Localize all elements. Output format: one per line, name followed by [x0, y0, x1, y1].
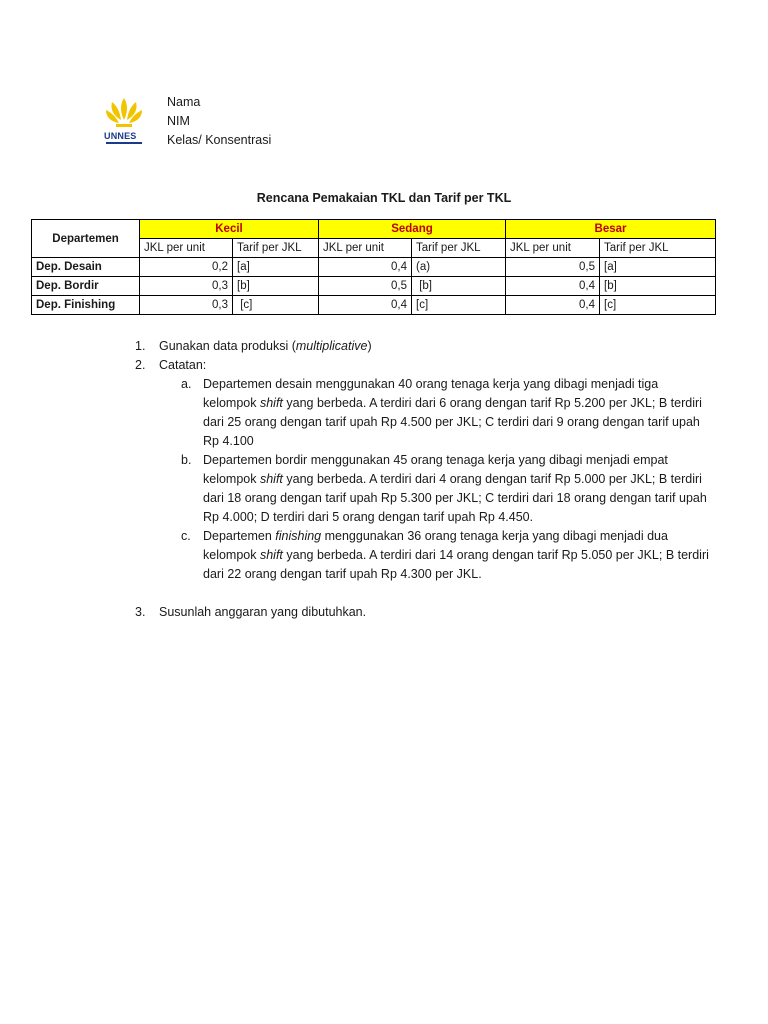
item-emphasis: shift: [259, 548, 283, 562]
item-text: menggunakan 36 orang tenaga kerja yang dibagi menjadi dua kelompok: [203, 529, 668, 562]
cell: [c]: [233, 296, 319, 315]
item-emphasis: shift: [259, 472, 283, 486]
sub-list-item: [135, 375, 715, 451]
table-header-row: [32, 220, 716, 239]
group-header-besar: Besar: [506, 220, 716, 239]
item-text: Departemen: [203, 529, 276, 543]
cell: 0,4: [319, 296, 412, 315]
sub-header: JKL per unit: [319, 239, 412, 258]
item-text: yang berbeda. A terdiri dari 14 orang dengan tarif Rp 5.050 per JKL; B terdiri dari 22 orang dengan tarif upah Rp 4.300 per JKL.: [203, 548, 709, 581]
sub-header: JKL per unit: [506, 239, 600, 258]
cell: 0,3: [140, 277, 233, 296]
list-item: [135, 337, 715, 356]
group-header-sedang: Sedang: [319, 220, 506, 239]
table-row: [32, 277, 716, 296]
item-number: 3.: [135, 605, 146, 619]
item-text: Catatan:: [159, 358, 207, 372]
nama-label: Nama: [167, 95, 201, 109]
cell: [b]: [600, 277, 716, 296]
student-info: [167, 93, 271, 150]
item-text: yang berbeda. A terdiri dari 6 orang dengan tarif Rp 5.200 per JKL; B terdiri dari 25 orang dengan tarif upah Rp 4.500 per JKL; C terdiri dari 9 orang dengan tarif upah Rp 4.100: [203, 396, 702, 448]
logo-text: UNNES: [104, 131, 137, 141]
item-text: yang berbeda. A terdiri dari 4 orang dengan tarif Rp 5.000 per JKL; B terdiri dari 18 orang dengan tarif upah Rp 5.300 per JKL; C terdiri dari 18 orang dengan tarif upah Rp 4.000; D terdiri dari 5 orang dengan tarif upah Rp 4.450.: [203, 472, 707, 524]
item-number: 1.: [135, 339, 146, 353]
cell: [b]: [233, 277, 319, 296]
item-letter: b.: [181, 453, 192, 467]
sub-header: Tarif per JKL: [600, 239, 716, 258]
group-header-kecil: Kecil: [140, 220, 319, 239]
instruction-list: [135, 337, 715, 622]
logo-underline: [106, 142, 142, 144]
dept-cell: Dep. Finishing: [32, 296, 140, 315]
item-letter: c.: [181, 529, 191, 543]
cell: [b]: [412, 277, 506, 296]
cell: 0,4: [506, 296, 600, 315]
table-row: [32, 296, 716, 315]
kelas-label: Kelas/ Konsentrasi: [167, 133, 272, 147]
cell: [a]: [233, 258, 319, 277]
list-item: [135, 603, 715, 622]
item-letter: a.: [181, 377, 192, 391]
cell: [a]: [600, 258, 716, 277]
item-emphasis: finishing: [275, 529, 322, 543]
item-emphasis: multiplicative: [295, 339, 368, 353]
item-text: ): [367, 339, 372, 353]
tkl-table: [31, 219, 716, 315]
sub-header: JKL per unit: [140, 239, 233, 258]
sub-list-item: [135, 451, 715, 527]
cell: 0,2: [140, 258, 233, 277]
sub-list-item: [135, 527, 715, 584]
sub-header: Tarif per JKL: [412, 239, 506, 258]
page-title: Rencana Pemakaian TKL dan Tarif per TKL: [256, 191, 512, 205]
cell: 0,3: [140, 296, 233, 315]
item-number: 2.: [135, 358, 146, 372]
item-text: Departemen bordir menggunakan 45 orang tenaga kerja yang dibagi menjadi empat kelompok: [203, 453, 668, 486]
item-text: Susunlah anggaran yang dibutuhkan.: [159, 605, 367, 619]
cell: (a): [412, 258, 506, 277]
cell: 0,5: [319, 277, 412, 296]
dept-cell: Dep. Bordir: [32, 277, 140, 296]
cell: [c]: [600, 296, 716, 315]
table-row: [32, 258, 716, 277]
item-emphasis: shift: [259, 396, 283, 410]
cell: 0,5: [506, 258, 600, 277]
cell: 0,4: [506, 277, 600, 296]
list-item: [135, 356, 715, 375]
item-text: Departemen desain menggunakan 40 orang tenaga kerja yang dibagi menjadi tiga kelompok: [203, 377, 659, 410]
dept-cell: Dep. Desain: [32, 258, 140, 277]
item-text: Gunakan data produksi (: [159, 339, 296, 353]
sub-header: Tarif per JKL: [233, 239, 319, 258]
dept-header: Departemen: [32, 220, 140, 258]
cell: 0,4: [319, 258, 412, 277]
nim-label: NIM: [167, 114, 190, 128]
cell: [c]: [412, 296, 506, 315]
